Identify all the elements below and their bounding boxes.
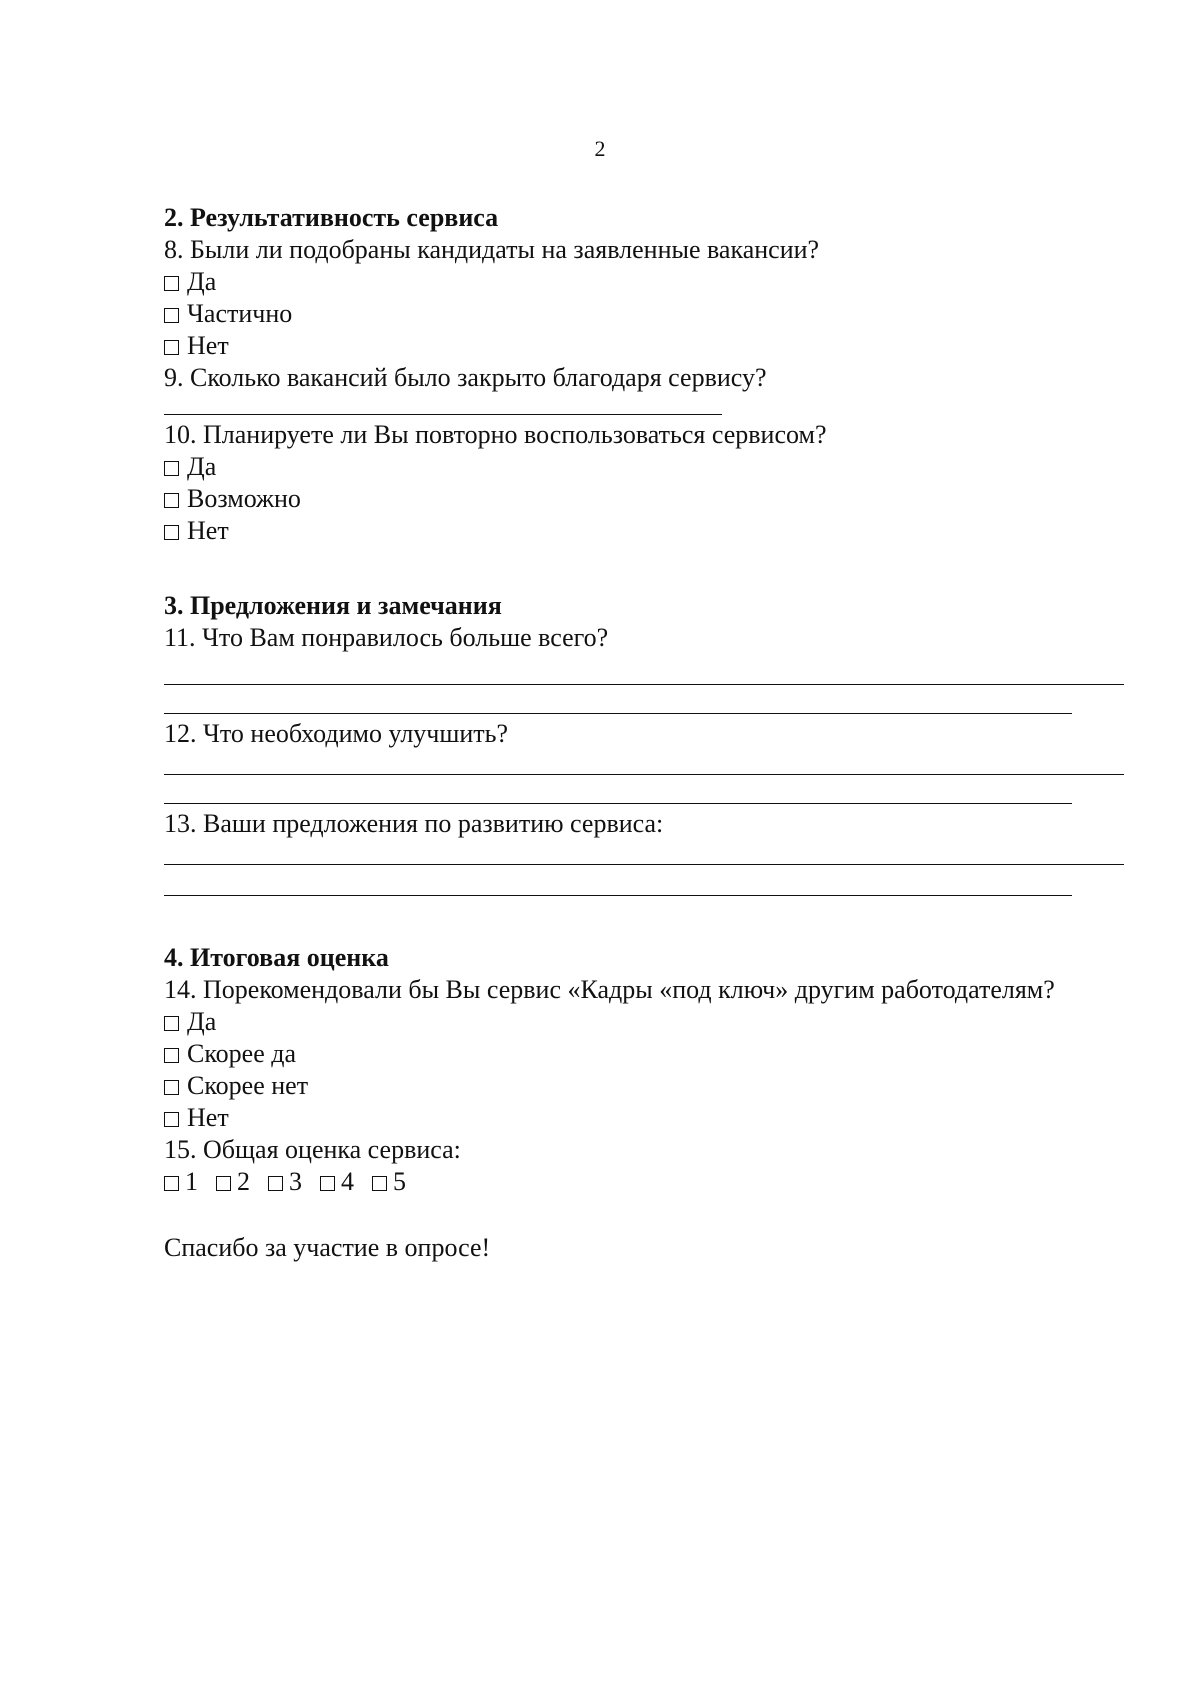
checkbox-icon[interactable]: [164, 461, 179, 476]
question-9: 9. Сколько вакансий было закрыто благодаря сервису?: [164, 363, 767, 392]
answer-line-q11-1[interactable]: [164, 654, 1124, 685]
option-q10-no[interactable]: Нет: [164, 515, 1144, 547]
checkbox-icon[interactable]: [164, 493, 179, 508]
option-q14-rather-yes[interactable]: Скорее да: [164, 1038, 1154, 1070]
option-q10-yes[interactable]: Да: [164, 451, 1144, 483]
question-12: 12. Что необходимо улучшить?: [164, 719, 509, 748]
checkbox-icon[interactable]: [216, 1176, 231, 1191]
checkbox-icon[interactable]: [164, 525, 179, 540]
section-title-suggestions: 3. Предложения и замечания: [164, 591, 502, 620]
checkbox-icon[interactable]: [372, 1176, 387, 1191]
option-q14-yes[interactable]: Да: [164, 1006, 1154, 1038]
answer-line-q13-1[interactable]: [164, 840, 1124, 865]
rating-option-4[interactable]: 4: [320, 1166, 354, 1198]
answer-line-q9[interactable]: [164, 394, 722, 415]
answer-line-q12-1[interactable]: [164, 750, 1124, 775]
section-title-results: 2. Результативность сервиса: [164, 203, 499, 232]
question-8: 8. Были ли подобраны кандидаты на заявленные вакансии?: [164, 235, 820, 264]
question-15: 15. Общая оценка сервиса:: [164, 1135, 461, 1164]
rating-option-5[interactable]: 5: [372, 1166, 406, 1198]
checkbox-icon[interactable]: [164, 1016, 179, 1031]
checkbox-icon[interactable]: [268, 1176, 283, 1191]
rating-option-1[interactable]: 1: [164, 1166, 198, 1198]
closing-text: Спасибо за участие в опросе!: [164, 1233, 491, 1262]
option-q8-yes[interactable]: Да: [164, 266, 1144, 298]
rating-row: [164, 1166, 1154, 1198]
question-10: 10. Планируете ли Вы повторно воспользоваться сервисом?: [164, 420, 827, 449]
checkbox-icon[interactable]: [164, 1080, 179, 1095]
option-q8-no[interactable]: Нет: [164, 330, 1144, 362]
checkbox-icon[interactable]: [164, 308, 179, 323]
question-13: 13. Ваши предложения по развитию сервиса:: [164, 809, 664, 838]
answer-line-q12-2[interactable]: [164, 775, 1072, 804]
option-q10-maybe[interactable]: Возможно: [164, 483, 1144, 515]
question-11: 11. Что Вам понравилось больше всего?: [164, 623, 609, 652]
checkbox-icon[interactable]: [164, 1048, 179, 1063]
question-14: 14. Порекомендовали бы Вы сервис «Кадры «под ключ» другим работодателям?: [164, 975, 1055, 1004]
answer-line-q13-2[interactable]: [164, 865, 1072, 896]
option-q14-rather-no[interactable]: Скорее нет: [164, 1070, 1154, 1102]
answer-line-q11-2[interactable]: [164, 685, 1072, 714]
option-q14-no[interactable]: Нет: [164, 1102, 1154, 1134]
rating-option-2[interactable]: 2: [216, 1166, 250, 1198]
rating-option-3[interactable]: 3: [268, 1166, 302, 1198]
checkbox-icon[interactable]: [164, 1112, 179, 1127]
checkbox-icon[interactable]: [320, 1176, 335, 1191]
checkbox-icon[interactable]: [164, 1176, 179, 1191]
option-q8-partially[interactable]: Частично: [164, 298, 1144, 330]
checkbox-icon[interactable]: [164, 276, 179, 291]
page-number: 2: [594, 136, 606, 161]
section-title-final-rating: 4. Итоговая оценка: [164, 943, 389, 972]
checkbox-icon[interactable]: [164, 340, 179, 355]
